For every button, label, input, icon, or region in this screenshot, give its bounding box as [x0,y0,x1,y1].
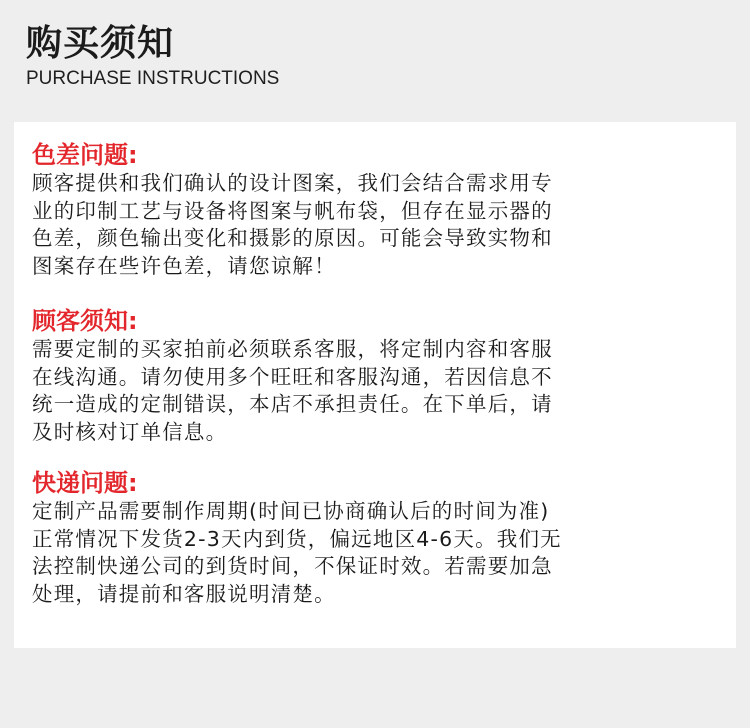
page-title: 购买须知 [26,23,175,64]
section-title: 顾客须知: [32,307,138,335]
page-subtitle: PURCHASE INSTRUCTIONS [26,68,280,89]
section-shipping [32,468,672,608]
instructions-card [14,122,736,648]
page-header [26,22,279,92]
section-body: 定制产品需要制作周期(时间已协商确认后的时间为准) 正常情况下发货2-3天内到货，偏远地区4-6天。我们无 法控制快递公司的到货时间，不保证时效。若需要加急 处理，请提前和客服说明清楚。 [32,499,562,606]
section-title: 色差问题: [32,141,138,169]
section-customer-notice [32,306,672,446]
section-body: 需要定制的买家拍前必须联系客服，将定制内容和客服 在线沟通。请勿使用多个旺旺和客服沟通，若因信息不 统一造成的定制错误，本店不承担责任。在下单后，请 及时核对订单信息。 [32,337,553,444]
section-title: 快递问题: [32,469,138,497]
section-color-difference [32,140,672,280]
section-body: 顾客提供和我们确认的设计图案，我们会结合需求用专 业的印制工艺与设备将图案与帆布袋，但存在显示器的 色差，颜色输出变化和摄影的原因。可能会导致实物和 图案存在些许色差，请您谅解！ [32,171,553,278]
